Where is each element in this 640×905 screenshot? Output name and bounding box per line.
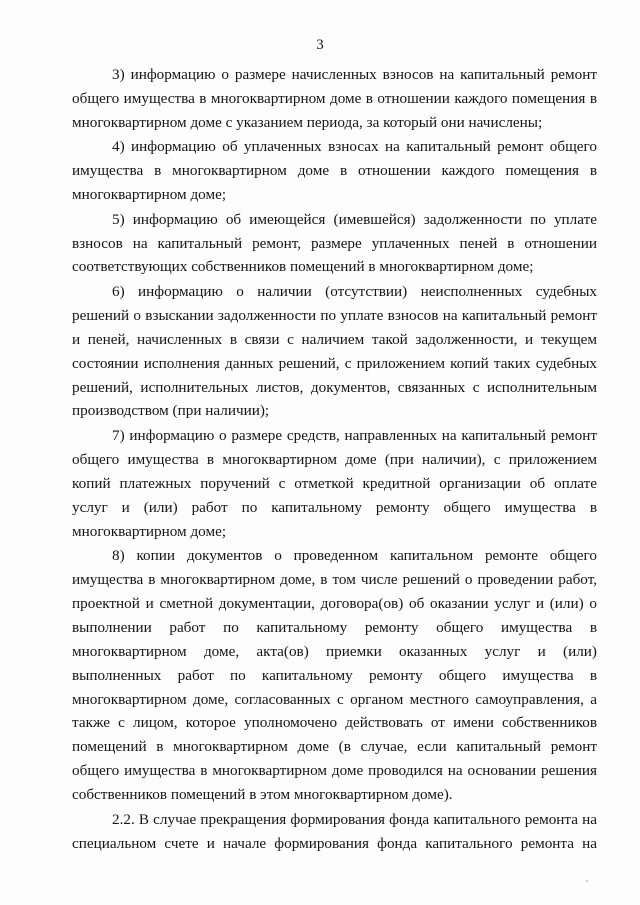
- text-line: копий платежных поручений с отметкой кредитной организации об оплате: [72, 474, 597, 492]
- text-line: общего имущества в многоквартирном доме в отношении каждого помещения в: [72, 89, 597, 107]
- text-line: общего имущества в многоквартирном доме (при наличии), с приложением: [72, 450, 597, 468]
- paragraph: [72, 208, 597, 280]
- paragraph: [72, 424, 597, 544]
- text-line: специальном счете и начале формирования фонда капитального ремонта на: [72, 834, 597, 852]
- text-line: 7) информацию о размере средств, направленных на капитальный ремонт: [112, 426, 597, 444]
- scan-speck: [586, 880, 588, 882]
- text-line: собственников помещений в этом многоквартирном доме).: [72, 786, 453, 804]
- text-line: и пеней, начисленных в связи с наличием такой задолженности, и текущем: [72, 330, 597, 348]
- document-body: [72, 63, 597, 856]
- text-line: проектной и сметной документации, договора(ов) об оказании услуг и (или) о: [72, 594, 597, 612]
- text-line: 5) информацию об имеющейся (имевшейся) задолженности по уплате: [112, 210, 597, 228]
- text-line: многоквартирном доме, согласованных с органом местного самоуправления, а: [72, 690, 597, 708]
- text-line: состоянии исполнения данных решений, с приложением копий таких судебных: [72, 354, 597, 372]
- paragraph: [72, 544, 597, 807]
- text-line: многоквартирном доме, акта(ов) приемки оказанных услуг и (или): [72, 642, 597, 660]
- text-line: 2.2. В случае прекращения формирования фонда капитального ремонта на: [112, 810, 597, 828]
- text-line: многоквартирном доме;: [72, 522, 227, 540]
- text-line: общего имущества в многоквартирном доме проводился на основании решения: [72, 762, 597, 780]
- text-line: имущества в многоквартирном доме, в том числе решений о проведении работ,: [72, 571, 597, 588]
- text-line: выполненных работ по капитальному ремонту общего имущества в: [72, 666, 597, 684]
- text-line: соответствующих собственников помещений в многоквартирном доме;: [72, 258, 534, 276]
- text-line: услуг и (или) работ по капитальному ремонту общего имущества в: [72, 498, 597, 516]
- paragraph: [72, 808, 597, 856]
- paragraph: [72, 63, 597, 135]
- text-line: многоквартирном доме;: [72, 186, 227, 204]
- text-line: имущества в многоквартирном доме в отношении каждого помещения в: [72, 162, 597, 180]
- text-line: выполнении работ по капитальному ремонту общего имущества в: [72, 618, 597, 636]
- text-line: решений о взыскании задолженности по уплате взносов на капитальный ремонт: [72, 306, 597, 324]
- text-line: помещений в многоквартирном доме (в случае, если капитальный ремонт: [72, 738, 597, 756]
- text-line: 3) информацию о размере начисленных взносов на капитальный ремонт: [112, 66, 597, 83]
- paragraph: [72, 280, 597, 423]
- text-line: 4) информацию об уплаченных взносах на капитальный ремонт общего: [112, 138, 597, 156]
- page-number: 3: [316, 37, 324, 53]
- paragraph: [72, 135, 597, 207]
- text-line: многоквартирном доме с указанием периода, за который они начислены;: [72, 113, 543, 131]
- text-line: 6) информацию о наличии (отсутствии) неисполненных судебных: [112, 282, 597, 300]
- text-line: взносов на капитальный ремонт, размере уплаченных пеней в отношении: [72, 234, 597, 252]
- text-line: 8) копии документов о проведенном капитальном ремонте общего: [112, 547, 597, 565]
- text-line: решений, исполнительных листов, документов, связанных с исполнительным: [72, 378, 597, 396]
- text-line: производством (при наличии);: [72, 402, 270, 420]
- text-line: также с лицом, которое уполномочено действовать от имени собственников: [72, 714, 597, 732]
